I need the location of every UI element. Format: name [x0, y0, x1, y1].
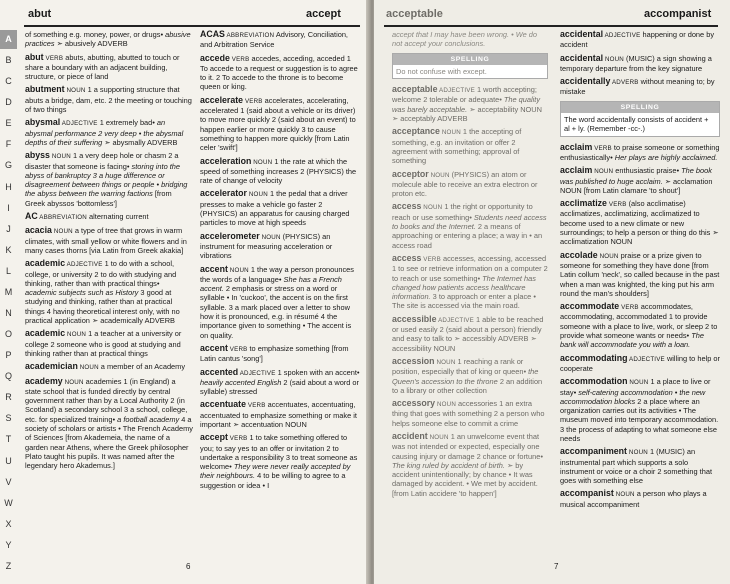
headword: accelerometer [200, 230, 260, 241]
thumb-letter: S [5, 413, 12, 424]
dictionary-entry [25, 151, 193, 208]
derived-forms: [from Greek abyssos 'bottomless'] [25, 189, 172, 208]
thumb-letter: F [5, 139, 12, 150]
headword: acceleration [200, 155, 252, 166]
dictionary-entry [25, 226, 193, 255]
headword: accented [200, 366, 239, 377]
headword: AC [25, 211, 38, 222]
part-of-speech: VERB [619, 304, 639, 312]
dictionary-entry [560, 30, 720, 50]
part-of-speech: NOUN [435, 401, 456, 409]
right-column-2 [560, 30, 720, 513]
thumb-letter: V [5, 476, 12, 487]
part-of-speech: ABBREVIATION [224, 32, 275, 39]
part-of-speech: ADJECTIVE [627, 355, 665, 363]
headword: accommodating [560, 352, 628, 363]
definition: Advisory, Conciliation, and Arbitration Service [200, 30, 348, 50]
dictionary-entry [392, 170, 548, 199]
example: • abusive practices [25, 30, 191, 49]
definition: 1 the accepting of something, e.g. an invitation or offer 2 agreement with something; approval of something [392, 127, 522, 166]
definition: 1 the right or opportunity to reach or use something [392, 202, 533, 222]
definition: alternating current [86, 212, 149, 222]
page-number: 6 [186, 562, 191, 571]
definition: 1 the way a person pronounces the words of a language [200, 264, 354, 284]
dictionary-entry [200, 54, 360, 92]
example: • She has a French accent. [200, 274, 342, 294]
header-rule [384, 25, 718, 27]
definition: happening or done by accident [560, 30, 715, 50]
derived-forms: ➣ abysmally ADVERB [102, 137, 178, 147]
headword: acacia [25, 225, 52, 236]
definition: 1 able to be reached or used easily 2 (said about a person) friendly and easy to talk to [392, 314, 544, 344]
headword: accelerate [200, 94, 244, 105]
definition: abuts, abutting, abutted to touch or share a boundary with an adjacent building, structure, or piece of land [25, 52, 180, 82]
derived-forms: ➣ abusively ADVERB [54, 39, 128, 49]
thumb-letter: I [7, 202, 10, 213]
example: • Her plays are highly acclaimed. [610, 152, 718, 162]
headword: abyss [25, 150, 50, 161]
guide-word-right: accept [306, 8, 341, 20]
right-column-1 [392, 30, 548, 502]
definition: willing to help or cooperate [560, 353, 720, 373]
part-of-speech: ADJECTIVE [437, 87, 475, 95]
part-of-speech: NOUN [613, 491, 635, 499]
part-of-speech: ADJECTIVE [603, 32, 641, 39]
dictionary-entry [25, 377, 193, 471]
thumb-letter: Z [5, 560, 12, 571]
dictionary-entry [200, 96, 360, 153]
definition: academies 1 (in England) a state school that is funded directly by central government rather than by a Local Authority 2 (in Scotland) a secondary school 3 a school, college, etc. for specialized training [25, 376, 188, 424]
definition: (PHYSICS) an instrument for measuring acceleration or vibrations [200, 231, 333, 261]
definition: 1 to take something offered to you; to say yes to an offer or invitation 2 to undertake a responsibility 3 to treat someone as welcome [200, 433, 358, 472]
part-of-speech: NOUN [434, 358, 456, 366]
dictionary-entry [200, 157, 360, 186]
headword: accidental [560, 52, 604, 63]
thumb-letter: R [5, 392, 12, 403]
part-of-speech: NOUN [49, 153, 71, 161]
thumb-letter: B [5, 55, 12, 66]
dictionary-entry [560, 77, 720, 97]
derived-forms: 2 a place where an organization carries out its activities • The museum moved into temporary accommodation. 3 the process of adapting to what someone else needs [560, 396, 719, 443]
thumb-letter: M [4, 286, 13, 297]
definition: 1 an unwelcome event that was not intended or expected, especially one causing injury or damage 2 chance or fortune [392, 431, 541, 461]
thumb-letter: T [5, 434, 12, 445]
spelling-box [392, 53, 548, 80]
dictionary-entry [25, 53, 193, 82]
spelling-box-text: Do not confuse with except. [396, 66, 487, 76]
dictionary-entry [560, 377, 720, 443]
derived-forms: 4 to be willing to agree to a suggestion or idea • I [200, 471, 346, 490]
part-of-speech: NOUN [65, 331, 87, 339]
definition: 1 spoken with an accent [275, 367, 357, 377]
thumb-letter: O [4, 329, 12, 340]
part-of-speech: VERB [421, 255, 441, 263]
derived-forms: ➣ acclamation NOUN [from Latin clamare 'to shout'] [560, 176, 713, 195]
definition: 1 extremely bad [97, 118, 153, 128]
dictionary-entry [200, 400, 360, 429]
headword: abysmal [25, 117, 61, 128]
dictionary-entry [392, 432, 548, 498]
part-of-speech: VERB [43, 54, 64, 62]
example: • Students need access to books and the Internet. [392, 212, 547, 232]
thumb-letter: D [5, 97, 12, 108]
dictionary-entry [200, 189, 360, 227]
headword: academician [25, 361, 78, 372]
part-of-speech: VERB [592, 144, 612, 152]
dictionary-entry [25, 329, 193, 358]
part-of-speech: NOUN [603, 55, 624, 63]
definition: a member of an Academy [98, 362, 186, 372]
definition: accessories 1 an extra thing that goes with something 2 a person who helps someone else to commit a crime [392, 399, 545, 428]
guide-word-left: abut [28, 8, 52, 20]
part-of-speech: NOUN [62, 378, 84, 386]
derived-forms: ➣ acceptability NOUN ➣ acceptably ADVERB [392, 104, 542, 124]
part-of-speech: NOUN [597, 252, 619, 260]
part-of-speech: NOUN [439, 129, 461, 137]
definition: 1 the pedal that a driver presses to make a vehicle go faster 2 (PHYSICS) an apparatus for causing charged particles to move at high speeds [200, 189, 350, 228]
headword: acclaim [560, 165, 593, 176]
definition: of something e.g. money, power, or drugs [25, 30, 161, 39]
definition: praise or a prize given to someone for something they have done [from Latin collum 'neck', so called because in the past when a man was knighted, the king put his arm round the man's shoulders] [560, 250, 720, 298]
definition: without meaning to; by mistake [560, 77, 715, 97]
derived-forms: ➣ acclimatization NOUN [560, 228, 719, 247]
definition: (MUSIC) a sign showing a temporary departure from the key signature [560, 53, 712, 73]
derived-forms: 2 emphasis or stress on a word or syllable • In 'cuckoo', the accent is on the first syllable. 3 a mark placed over a letter to show how it is pronounced, e.g. in résumé 4 the importance given to something • The accent is on quality. [200, 284, 352, 340]
headword: accommodate [560, 301, 620, 312]
definition: 1 worth accepting; welcome 2 tolerable or adequate [392, 85, 537, 105]
definition: 1 a supporting structure that abuts a bridge, dam, etc. 2 the meeting or touching of two things [25, 85, 192, 115]
dictionary-entry [25, 85, 193, 114]
example: • self-catering accommodation • the new accommodation blocks [560, 387, 706, 406]
dictionary-entry [560, 489, 720, 509]
headword: acclimatize [560, 198, 607, 209]
definition: accommodates, accommodating, accommodated 1 to provide someone with a place to live, work, or sleep 2 to provide what someone wants or needs [560, 302, 718, 341]
dictionary-entry [200, 30, 360, 50]
example: • The Internet has changed how patients access healthcare information. [392, 273, 536, 302]
part-of-speech: NOUN [51, 228, 73, 236]
left-column-2 [200, 30, 360, 494]
thumb-letter: H [5, 181, 12, 192]
part-of-speech: VERB [243, 97, 263, 105]
part-of-speech: VERB [229, 55, 250, 63]
example: • The book was published to huge acclaim. [560, 166, 712, 186]
definition: (PHYSICS) an atom or molecule able to receive an extra electron or proton etc. [392, 169, 538, 199]
headword: accent [200, 342, 228, 353]
dictionary-entry [392, 202, 548, 249]
thumb-letter: A [0, 30, 17, 49]
spelling-box-text: The word accidentally consists of accident + al + ly. (Remember -cc-.) [564, 115, 709, 134]
guide-word-left: acceptable [386, 8, 443, 20]
dictionary-entry [392, 127, 548, 165]
headword: academy [25, 375, 63, 386]
part-of-speech: VERB [606, 201, 627, 209]
dictionary-entry [392, 357, 548, 395]
part-of-speech: ADJECTIVE [65, 261, 103, 269]
headword: abutment [25, 84, 65, 95]
dictionary-entry [200, 265, 360, 340]
dictionary-entry [560, 302, 720, 349]
derived-forms: ➣ by accident unintentionally; by chance • It was damaged by accident. • We met by accident. [from Latin accidere 'to happen'] [392, 460, 538, 498]
headword: accession [392, 355, 435, 366]
dictionary-entry [392, 85, 548, 123]
headword: accompanist [560, 488, 614, 499]
part-of-speech: VERB [227, 345, 248, 353]
headword: access [392, 252, 422, 263]
thumb-letter: P [5, 350, 12, 361]
headword: accentuate [200, 399, 246, 410]
dictionary-entry [200, 433, 360, 490]
definition: accelerates, accelerating, accelerated 1 (said about a vehicle or its driver) to move more quickly 2 (said about an event) to happen earlier or more quickly 3 to cause something to happen more quickly [from Latin celer 'swift'] [200, 95, 356, 153]
dictionary-entry [560, 251, 720, 298]
thumb-letter: Y [5, 539, 12, 550]
definition: 1 a place to live or stay [560, 377, 711, 397]
definition: accentuates, accentuating, accentuated to emphasize something or make it important [200, 400, 357, 429]
dictionary-entry [25, 118, 193, 147]
dictionary-entry [560, 447, 720, 485]
headword: abut [25, 51, 44, 62]
derived-forms: 2 an addition to a library or other collection [392, 376, 543, 395]
definition: 1 reaching a rank or position, especially that of king or queen [392, 356, 524, 377]
dictionary-entry [392, 399, 548, 428]
spelling-box [560, 101, 720, 137]
part-of-speech: NOUN [251, 158, 273, 166]
dictionary-entry [560, 199, 720, 246]
dictionary-entry [200, 232, 360, 261]
definition: (also acclimatise) acclimatizes, acclimatizing, acclimatized to become used to a new climate or new surroundings; to help a person or thing do this [560, 199, 711, 238]
part-of-speech: ADJECTIVE [238, 369, 276, 377]
dictionary-entry [560, 166, 720, 195]
part-of-speech: NOUN [626, 449, 648, 457]
dictionary-entry [560, 54, 720, 74]
derived-forms: 3 good at studying and thinking, rather than at practical things 4 having theoretical interest only, with no practical application ➣ academically ADVERB [25, 288, 180, 326]
example: • the Queen's accession to the throne [392, 367, 539, 386]
part-of-speech: NOUN [259, 233, 281, 241]
headword: accessible [392, 313, 437, 324]
thumb-letter: U [5, 455, 12, 466]
headword: accidentally [560, 76, 611, 87]
dictionary-entry [392, 315, 548, 353]
headword: acceptable [392, 84, 438, 95]
part-of-speech: NOUN [227, 266, 249, 274]
thumb-letter: C [5, 76, 12, 87]
example: • academic subjects such as History [25, 278, 160, 298]
derived-forms: 3 to approach or enter a place • The site is accessed via the main road. [392, 292, 536, 311]
definition: enthusiastic praise [613, 166, 677, 176]
definition: 1 a teacher at a university or college 2 someone who is good at studying and thinking rather than at practical things [25, 329, 182, 358]
derived-forms: 2 (said about a word or syllable) stressed [200, 377, 360, 397]
derived-forms: ➣ accessibly ADVERB ➣ accessibility NOUN [392, 334, 537, 353]
dictionary-entry [25, 30, 193, 49]
thumb-letter: G [4, 160, 12, 171]
headword: academic [25, 258, 66, 269]
part-of-speech: NOUN [246, 191, 268, 199]
left-column-1 [25, 30, 193, 474]
thumb-letter: Q [4, 371, 12, 382]
part-of-speech: NOUN [627, 379, 649, 387]
right-page [374, 0, 730, 584]
dictionary-entry [25, 259, 193, 325]
thumb-index [0, 30, 17, 578]
definition: 1 to do with a school, college, or university 2 to do with studying and thinking, rather than with practical things [25, 259, 177, 288]
headword: accede [200, 52, 230, 63]
thumb-letter: E [5, 118, 12, 129]
headword: accident [392, 430, 428, 441]
thumb-letter: J [6, 223, 11, 234]
derived-forms: ➣ accentuation NOUN [230, 419, 307, 429]
example: • They were never really accepted by their neighbours. [200, 462, 351, 481]
thumb-letter: L [5, 265, 11, 276]
dictionary-entry [560, 143, 720, 163]
definition: 1 a very deep hole or chasm 2 a disaster that someone is facing [25, 151, 179, 171]
part-of-speech: ABBREVIATION [37, 214, 87, 222]
definition: to praise someone or something enthusiastically [560, 142, 720, 162]
dictionary-entry [200, 368, 360, 397]
part-of-speech: NOUN [77, 364, 99, 372]
thumb-letter: K [5, 244, 12, 255]
definition: 1 (MUSIC) an instrumental part which supports a solo instrument or voice or a choir 2 something that goes with something else [560, 447, 712, 486]
headword: accolade [560, 249, 598, 260]
example: • The quality was barely acceptable. [392, 95, 541, 114]
spelling-box-title: SPELLING [393, 54, 547, 65]
headword: accessory [392, 398, 436, 409]
headword: acclaim [560, 141, 593, 152]
example: • a football academy [112, 414, 180, 424]
headword: accompaniment [560, 446, 627, 457]
dictionary-entry [200, 344, 360, 364]
definition: a person who plays a musical accompaniment [560, 489, 707, 509]
dictionary-entry [392, 254, 548, 311]
part-of-speech: NOUN [427, 433, 449, 441]
example: • The king ruled by accident of birth. [392, 451, 543, 470]
derived-forms: 4 a society of scholars or artists • The French Academy of Sciences [from Akademeia, the name of a garden near Athens, where the Greek philosopher Plato taught his pupils. It was named after the legendary hero Akademus.] [25, 414, 193, 471]
headword: accidental [560, 29, 604, 39]
part-of-speech: VERB [227, 435, 248, 443]
thumb-letter: W [4, 497, 13, 508]
part-of-speech: ADJECTIVE [436, 316, 474, 324]
headword: accent [200, 263, 228, 274]
definition: 1 the rate at which the speed of something increases 2 (PHYSICS) the rate of change of velocity [200, 156, 357, 186]
definition: accedes, acceding, acceded 1 To accede to a request or suggestion is to agree to it. 2 To accede to the throne is to become queen or king. [200, 53, 358, 92]
example: • storing into the abyss of bankruptcy 3 a huge difference or disagreement between things or people • bridging the abyss between the warring factions [25, 161, 188, 199]
headword: access [392, 201, 422, 212]
part-of-speech: NOUN [592, 168, 614, 176]
part-of-speech: ADVERB [610, 79, 639, 87]
thumb-letter: N [5, 308, 12, 318]
example: • an abysmal performance 2 very deep • the abysmal depths of their suffering [25, 118, 184, 147]
dictionary-entry [25, 212, 193, 222]
headword: acceptance [392, 126, 440, 137]
guide-word-right: accompanist [644, 8, 712, 20]
definition: a type of tree that grows in warm climates, with small yellow or white flowers and in many cases thorns [via Latin from Greek akakia] [25, 226, 187, 255]
part-of-speech: ADJECTIVE [60, 120, 98, 128]
spelling-box-title: SPELLING [561, 102, 719, 113]
dictionary-entry [25, 362, 193, 372]
header-rule [24, 25, 360, 27]
headword: accept [200, 432, 228, 443]
headword: accommodation [560, 376, 628, 387]
derived-forms: 2 a means of approaching or entering a place; a way in • an access road [392, 222, 543, 250]
definition: accesses, accessing, accessed 1 to see or retrieve information on a computer 2 to reach or use something [392, 253, 548, 283]
headword: ACAS [200, 29, 225, 39]
part-of-speech: NOUN [421, 204, 443, 212]
continued-text: accept that I may have been wrong. • We do not accept your conclusions. [392, 30, 538, 49]
dictionary-entry [560, 354, 720, 374]
definition: to emphasize something [from Latin cantus 'song'] [200, 343, 349, 364]
part-of-speech: NOUN [428, 171, 450, 179]
headword: accelerator [200, 188, 247, 199]
part-of-speech: NOUN [64, 87, 86, 95]
example: • heavily accented English [200, 367, 360, 387]
headword: acceptor [392, 168, 429, 179]
part-of-speech: VERB [245, 402, 266, 410]
example: • The bank will accommodate you with a loan. [560, 331, 704, 350]
page-number: 7 [554, 562, 559, 571]
thumb-letter: X [5, 518, 12, 529]
headword: academic [25, 328, 66, 339]
